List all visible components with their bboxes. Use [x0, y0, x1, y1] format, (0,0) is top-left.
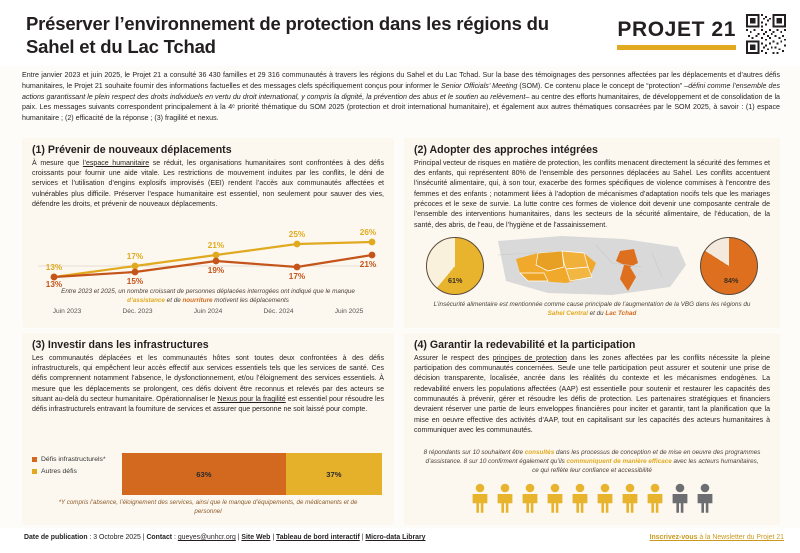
newsletter-cta-rest: à la Newsletter du Projet 21 [697, 534, 784, 541]
person-icon-filled-4 [544, 483, 566, 513]
section-1-title: (1) Prévenir de nouveaux déplacements [32, 144, 232, 156]
section-4-panel [404, 333, 780, 525]
bar-chart-legend [32, 455, 114, 479]
footer-date-value: : 3 Octobre 2025 | [87, 534, 147, 541]
caption4-highlight-consultes: consultés [524, 449, 555, 456]
svg-text:17%: 17% [288, 272, 306, 281]
footer-email-link[interactable]: gueyes@unhcr.org [177, 534, 236, 541]
pie-label-sahel-central: 61% [448, 276, 463, 285]
section-3-title: (3) Investir dans les infrastructures [32, 339, 209, 351]
intro-paragraph: Entre janvier 2023 et juin 2025, le Projet 21 a consulté 36 430 familles et 29 316 communautés à travers les régions du Sahel et du Lac Tchad. Sur la base des témoignages des personnes affectées par les déplacements et d’autres défis humanitaires, le Projet 21 souhaite fournir des informations factuelles et des messages clefs spécifiquement conçus pour informer le Senior Officials’ Meeting (SOM). Ce contenu place le concept de “protection” –défini comme l’ensemble des actions garantissant le plein respect des droits individuels en vertu du droit international, y compris la dignité, la prévention des abus et le soutien au relèvement– au centre des efforts humanitaires, de développement et de consolidation de la paix. Les messages suivants correspondent principalement à la 4ᵉ priorité thématique du SOM 2025 (protection et droit international humanitaire), et également aux autres thématiques consacrées par le SOM 2025, à savoir : (1) espace humanitaire ; (2) efficacité de la réponse ; (3) fragilité et nexus. [22, 71, 780, 123]
footer-newsletter-link[interactable] [650, 534, 784, 541]
legend-label-1: Défis infrastructurels* [41, 456, 106, 463]
footer-sep-2: | [270, 534, 277, 541]
caption4-part-3: avec les acteurs humanitaires, ce qui reflète leur confiance et accessibilité [532, 458, 759, 475]
footer-contact-label: Contact [146, 534, 173, 541]
legend-swatch-orange-icon [32, 457, 37, 462]
section-2-title: (2) Adopter des approches intégrées [414, 144, 598, 156]
section-2-visual [412, 233, 772, 299]
caption2-highlight-lac-tchad: Lac Tchad [605, 309, 637, 317]
pictogram-8-of-10 [404, 483, 780, 513]
caption-highlight-assistance: d’assistance [127, 296, 165, 304]
section-3-footnote: *Y compris l’absence, l’éloignement des services, ainsi que le manque d’équipements, de médicaments et de personnel [58, 499, 358, 515]
footer-site-web-link[interactable]: Site Web [241, 534, 271, 541]
svg-text:13%: 13% [45, 263, 63, 272]
person-icon-filled-8 [644, 483, 666, 513]
footer-date-label: Date de publication [24, 534, 88, 541]
brand-logo [617, 14, 786, 54]
line-chart-displacement-drivers [32, 226, 384, 288]
logo-block [617, 19, 736, 50]
pie-chart-lac-tchad [700, 237, 758, 295]
pie-chart-sahel-central [426, 237, 484, 295]
pie-label-lac-tchad: 84% [724, 276, 739, 285]
legend-label-2: Autres défis [41, 468, 77, 476]
stacked-bar-chart-defis [32, 453, 384, 497]
section-1-chart-caption [46, 288, 370, 305]
footer [0, 528, 800, 553]
section-4-title: (4) Garantir la redevabilité et la participation [414, 339, 636, 351]
section-2-body: Principal vecteur de risques en matière de protection, les conflits menacent directement la sécurité des femmes et des enfants, qui représentent 80% de l’ensemble des personnes déplacées au Sahel. Les conflits accentuent l’insécurité alimentaire, qui, à son tour, exacerbe des formes spécifiques de violence commises à l’encontre des femmes et des enfants ; notamment liées à l’adoption de mécanismes d’adaptation nocifs tels que les mariages précoces et le sexe de survie. La lutte contre ces formes de violence doit devenir une composante centrale de l’ensemble des interventions humanitaires, dans les secteurs de la sécurité alimentaire, de l’éducation, de la santé, des abris, de l’eau, de l’hygiène et de l’assainissement. [414, 159, 770, 229]
caption4-part-2: dans les processus de conception et de mise en oeuvre des programmes d’assistance. 8 sur 10 confirment également qu’ils [425, 449, 761, 466]
svg-text:25%: 25% [288, 230, 306, 239]
legend-swatch-gold-icon [32, 469, 37, 474]
person-icon-filled-6 [594, 483, 616, 513]
svg-text:13%: 13% [45, 280, 63, 288]
caption4-highlight-communiquent: communiquent de manière efficace [566, 458, 672, 466]
person-icon-filled-2 [494, 483, 516, 513]
line-chart-x-axis [32, 308, 384, 315]
bar-segment-infrastructurels: 63% [122, 453, 286, 495]
legend-item-infrastructurels [32, 455, 114, 464]
svg-text:21%: 21% [359, 260, 377, 269]
person-icon-filled-5 [569, 483, 591, 513]
caption2-highlight-sahel: Sahel Central [547, 309, 588, 317]
x-tick-4: Juin 2025 [334, 308, 364, 315]
svg-text:17%: 17% [126, 252, 144, 261]
x-tick-2: Juin 2024 [193, 308, 223, 315]
caption2-part-2: et du [587, 309, 606, 317]
section-1-body: À mesure que l’espace humanitaire se réduit, les organisations humanitaires sont confrontées à des défis croissants pour fournir une aide vitale. Les restrictions de mouvement induites par les conflits, le déni de services et l’utilisation d’engins explosifs improvisés (EEI) rendent l’accès aux communautés affectées et vulnérables plus difficile. Préserver l’espace humanitaire est essentiel, non seulement pour sauver des vies, défendre les droits, et prévenir de nouveaux déplacements. [32, 159, 384, 209]
footer-dashboard-link[interactable]: Tableau de bord interactif [276, 534, 360, 541]
section-3-body: Les communautés déplacées et les communautés hôtes sont toutes deux confrontées à des défis infrastructurels, qui empêchent leur accès effectif aux services essentiels tels que les services de santé. Ces défis comprennent notamment l’absence, le dysfonctionnement, et/ou l’éloignement des services essentiels. À mesure que les déplacements se prolongent, ces défis doivent être reconnus et relevés par des acteurs se situant au-delà du secteur humanitaire. Opérationnaliser le Nexus pour la fragilité est essentiel pour résoudre les défis infrastructurels entravant la fourniture de services et assurer que personne ne soit laissé pour compte. [32, 354, 384, 414]
svg-text:19%: 19% [207, 266, 225, 275]
caption4-part-1: 8 répondants sur 10 souhaitent être [423, 449, 525, 456]
section-2-panel [404, 138, 780, 328]
section-4-body: Assurer le respect des principes de protection dans les zones affectées par les conflits nécessite la pleine participation des communautés concernées. Seule une telle participation peut assurer et soutenir une prise de décision transparente, localisée, ancrée dans les réalités du contexte et les mécanismes endogènes. La redevabilité envers les populations affectées (AAP) est essentielle pour soutenir et restaurer les capacités des communautés à prévenir, gérer et résoudre les défis de protection. Les partenaires stratégiques et financiers devraient réserver une partie de leurs enveloppes financières pour inciter et garantir, tant la planification que la mise en oeuvre effective des activités d’AAP, tout en capitalisant sur les capacités des acteurs humanitaires à communiquer avec les communautés. [414, 354, 770, 435]
svg-text:21%: 21% [207, 241, 225, 250]
person-icon-empty-9 [669, 483, 691, 513]
x-tick-3: Déc. 2024 [263, 308, 294, 315]
section-4-caption [422, 448, 762, 475]
newsletter-cta-bold: Inscrivez-vous [649, 534, 698, 541]
section-3-panel [22, 333, 394, 525]
svg-text:15%: 15% [126, 277, 144, 286]
qr-code-icon[interactable] [746, 14, 786, 54]
logo-underline-rule [617, 45, 736, 50]
person-icon-filled-1 [469, 483, 491, 513]
section-1-panel [22, 138, 394, 328]
legend-item-autres [32, 467, 114, 476]
caption-part-2: et de [164, 296, 183, 304]
caption-part-1: Entre 2023 et 2025, un nombre croissant de personnes déplacées interrogées ont indiqué que le manque [61, 288, 355, 295]
caption-highlight-nourriture: nourriture [182, 296, 213, 304]
caption-part-3: motivent les déplacements [212, 296, 289, 304]
svg-text:26%: 26% [359, 228, 377, 237]
footer-left [24, 534, 426, 541]
caption2-part-1: L’insécurité alimentaire est mentionnée comme cause principale de l’augmentation de la VBG dans les régions du [433, 301, 751, 308]
section-2-chart-caption [426, 301, 758, 318]
person-icon-empty-10 [694, 483, 716, 513]
bar-stack [122, 453, 382, 495]
footer-microdata-link[interactable]: Micro-data Library [365, 534, 426, 541]
person-icon-filled-3 [519, 483, 541, 513]
header [0, 0, 800, 66]
person-icon-filled-7 [619, 483, 641, 513]
sahel-lac-tchad-map [492, 233, 692, 299]
x-tick-0: Juin 2023 [52, 308, 82, 315]
footer-contact-sep: : [172, 534, 178, 541]
page-title: Préserver l’environnement de protection dans les régions du Sahel et du Lac Tchad [26, 13, 549, 58]
logo-text: PROJET 21 [617, 17, 736, 41]
bar-segment-autres: 37% [286, 453, 382, 495]
footer-sep-3: | [359, 534, 366, 541]
x-tick-1: Déc. 2023 [122, 308, 153, 315]
footer-sep-1: | [235, 534, 242, 541]
